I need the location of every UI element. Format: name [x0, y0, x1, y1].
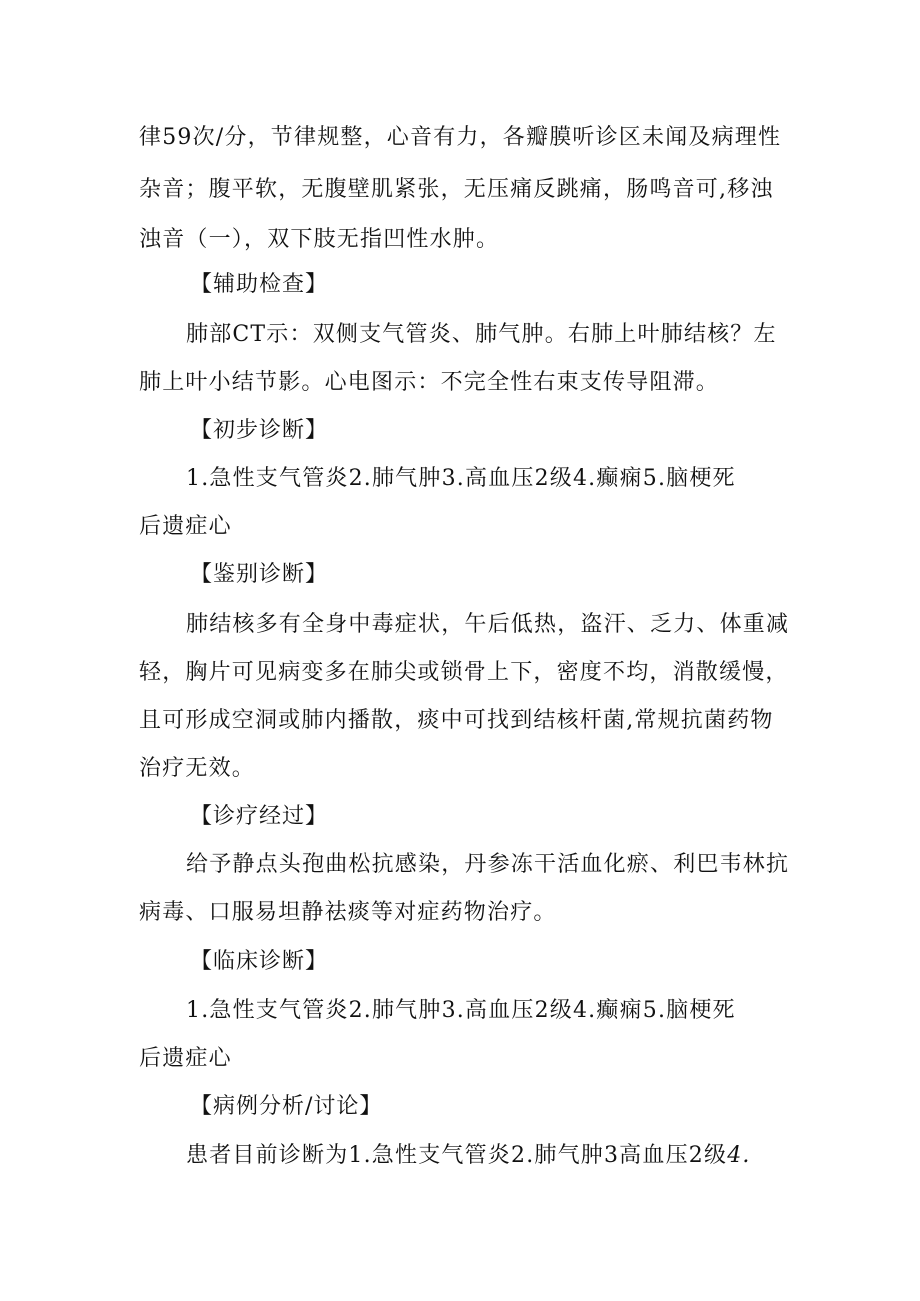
text-line: 轻，胸片可见病变多在肺尖或锁骨上下，密度不均，消散缓慢， [139, 660, 789, 685]
text-line: 肺部CT示：双侧支气管炎、肺气肿。右肺上叶肺结核？左 [186, 322, 777, 347]
text-line: 给予静点头孢曲松抗感染，丹参冻干活血化瘀、利巴韦林抗 [186, 852, 790, 877]
text-line-main: 患者目前诊断为1.急性支气管炎2.肺气肿3高血压2级 [186, 1143, 728, 1168]
text-line-tail: 4. [727, 1143, 751, 1168]
text-line: 后遗症心 [139, 514, 232, 539]
text-line: 肺上叶小结节影。心电图示：不完全性右束支传导阻滞。 [139, 370, 720, 395]
text-line: 1.急性支气管炎2.肺气肿3.高血压2级4.癫痫5.脑梗死 [186, 466, 736, 491]
text-line: 治疗无效。 [139, 756, 256, 781]
text-line: 后遗症心 [139, 1046, 232, 1071]
text-line: 浊音（一），双下肢无指凹性水肿。 [139, 227, 500, 252]
text-line: 杂音；腹平软，无腹壁肌紧张，无压痛反跳痛，肠鸣音可,移浊 [139, 177, 774, 202]
section-heading-differential-diagnosis: 【鉴别诊断】 [190, 562, 329, 587]
section-heading-clinical-diagnosis: 【临床诊断】 [190, 949, 329, 974]
text-line: 律59次/分，节律规整，心音有力，各瓣膜听诊区未闻及病理性 [139, 125, 782, 150]
text-line-last [186, 1141, 836, 1171]
text-line: 且可形成空洞或肺内播散，痰中可找到结核杆菌,常规抗菌药物 [139, 708, 774, 733]
section-heading-case-analysis: 【病例分析/讨论】 [190, 1094, 383, 1119]
text-line: 病毒、口服易坦静祛痰等对症药物治疗。 [139, 900, 557, 925]
text-line: 1.急性支气管炎2.肺气肿3.高血压2级4.癫痫5.脑梗死 [186, 998, 736, 1023]
section-heading-treatment-course: 【诊疗经过】 [190, 804, 329, 829]
text-line: 肺结核多有全身中毒症状，午后低热，盗汗、乏力、体重减 [186, 612, 790, 637]
section-heading-initial-diagnosis: 【初步诊断】 [190, 418, 329, 443]
section-heading-auxiliary-exam: 【辅助检查】 [190, 272, 329, 297]
